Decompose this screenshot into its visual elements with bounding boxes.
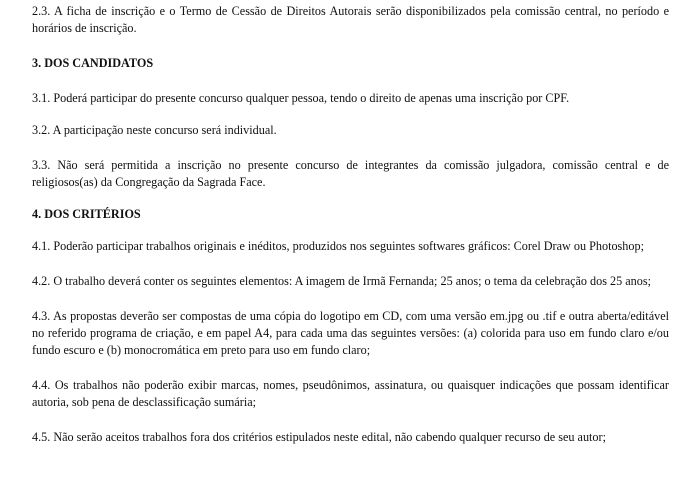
paragraph-4-5: 4.5. Não serão aceitos trabalhos fora dos critérios estipulados neste edital, não cabendo qualquer recurso de seu autor; <box>32 430 606 444</box>
paragraph-4-1: 4.1. Poderão participar trabalhos originais e inéditos, produzidos nos seguintes softwares gráficos: Corel Draw ou Photoshop; <box>32 239 644 253</box>
paragraph-4-4: 4.4. Os trabalhos não poderão exibir marcas, nomes, pseudônimos, assinatura, ou quaisquer indicações que possam identificar autoria, sob pena de desclassificação sumária; <box>32 378 669 409</box>
paragraph-2-3: 2.3. A ficha de inscrição e o Termo de Cessão de Direitos Autorais serão disponibilizados pela comissão central, no período e horários de inscrição. <box>32 4 669 35</box>
paragraph-3-2: 3.2. A participação neste concurso será individual. <box>32 123 277 137</box>
paragraph-3-3: 3.3. Não será permitida a inscrição no presente concurso de integrantes da comissão julgadora, comissão central e de religiosos(as) da Congregação da Sagrada Face. <box>32 158 669 189</box>
paragraph-4-2: 4.2. O trabalho deverá conter os seguintes elementos: A imagem de Irmã Fernanda; 25 anos; o tema da celebração dos 25 anos; <box>32 274 651 288</box>
document-page <box>32 3 669 446</box>
section-4-heading: 4. DOS CRITÉRIOS <box>32 207 141 221</box>
paragraph-3-1: 3.1. Poderá participar do presente concurso qualquer pessoa, tendo o direito de apenas uma inscrição por CPF. <box>32 91 570 105</box>
section-3-heading: 3. DOS CANDIDATOS <box>32 56 154 70</box>
paragraph-4-3: 4.3. As propostas deverão ser compostas de uma cópia do logotipo em CD, com uma versão em.jpg ou .tif e outra aberta/editável no referido programa de criação, e em papel A4, para cada uma das seguintes versões: (a) colorida para uso em fundo claro e/ou fundo escuro e (b) monocromática em preto para uso em fundo claro; <box>32 309 669 357</box>
